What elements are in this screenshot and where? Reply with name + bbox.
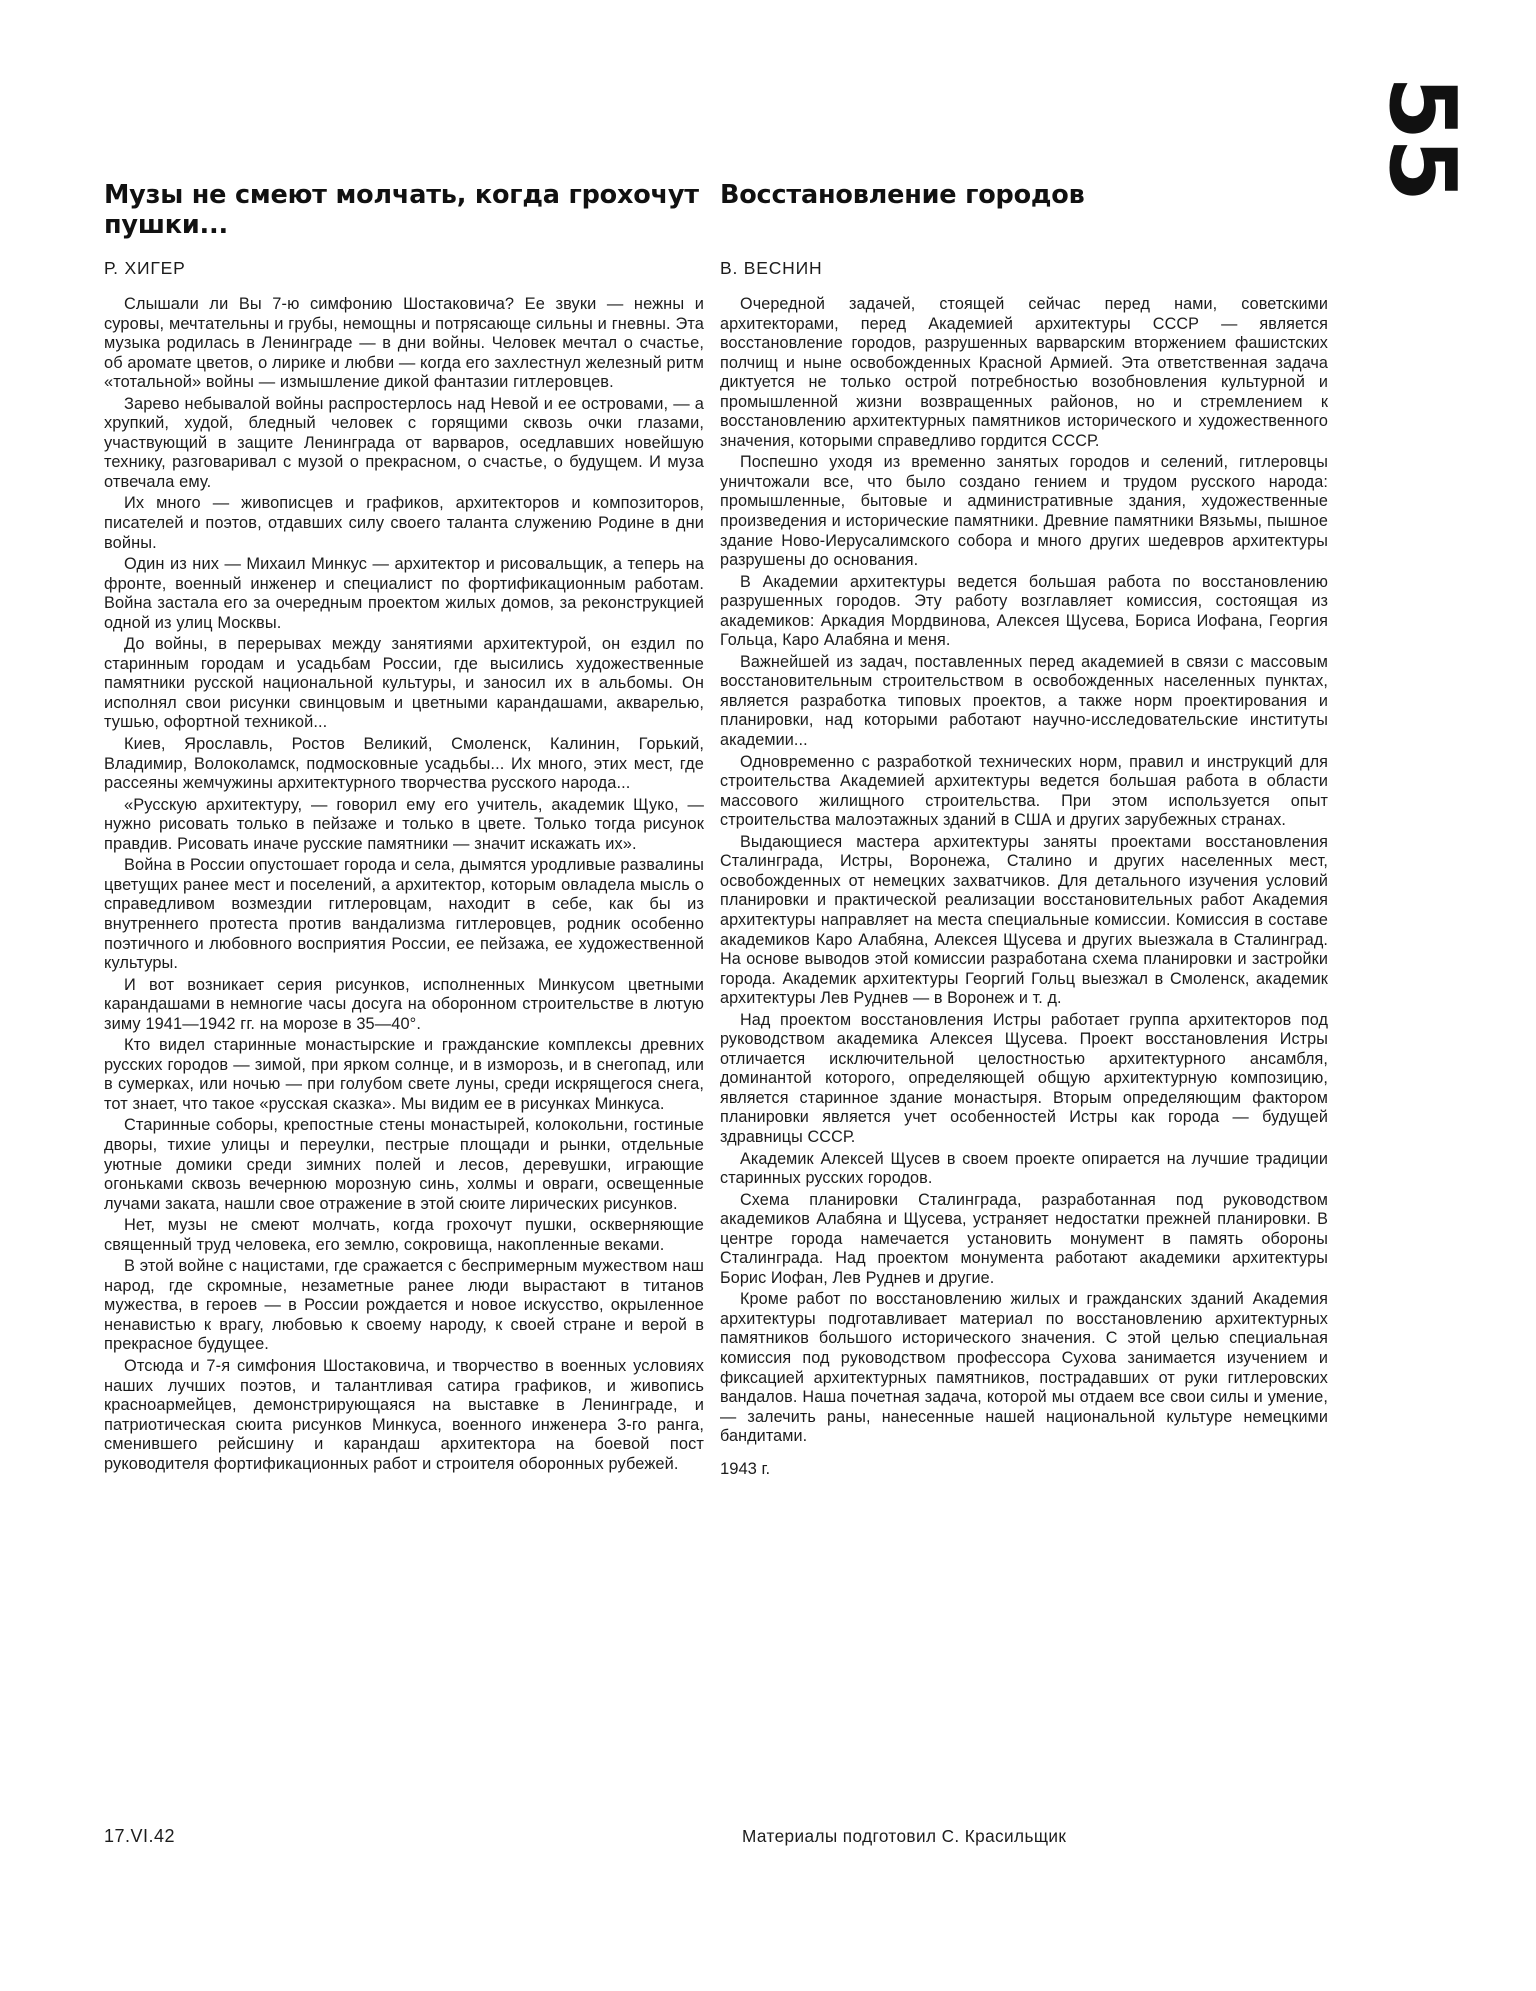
article-author: В. ВЕСНИН — [720, 258, 823, 278]
paragraph: Схема планировки Сталинграда, разработанная под руководством академиков Алабяна и Щусева, устраняет недостатки прежней планировки. В центре города намечается установить монумент в память обороны Сталинграда. Над проектом монумента работают академики архитектуры Борис Иофан, Лев Руднев и другие. — [720, 1190, 1328, 1287]
article-body — [720, 295, 1328, 1447]
paragraph: Отсюда и 7-я симфония Шостаковича, и творчество в военных условиях наших лучших поэтов, и талантливая сатира графиков, и живопись красноармейцев, демонстрирующаяся на выставке в Ленинграде, и патриотическая сюита рисунков Минкуса, военного инженера 3-го ранга, сменившего рейсшину и карандаш архитектора на боевой пост руководителя фортификационных работ и строителя оборонных рубежей. — [104, 1356, 704, 1473]
paragraph: Слышали ли Вы 7-ю симфонию Шостаковича? Ее звуки — нежны и суровы, мечтательны и грубы, немощны и потрясающе сильны и гневны. Эта музыка родилась в Ленинграде — в дни войны. Человек мечтал о счастье, об аромате цветов, о лирике и любви — когда его захлестнул железный ритм «тотальной» войны — измышление дикой фантазии гитлеровцев. — [104, 295, 704, 392]
paragraph: Важнейшей из задач, поставленных перед академией в связи с массовым восстановительным строительством в освобожденных населенных пунктах, является разработка типовых проектов, а также норм проектирования и планировки, над которыми работают научно-исследовательские институты академии... — [720, 652, 1328, 750]
article-body — [104, 295, 704, 1474]
paragraph: В этой войне с нацистами, где сражается с беспримерным мужеством наш народ, где скромные, незаметные ранее люди вырастают в титанов мужества, в героев — в России рождается и новое искусство, окрыленное ненавистью к врагу, любовью к своему народу, к своей стране и верой в прекрасное будущее. — [104, 1257, 704, 1354]
page-number-text: 55 — [1369, 75, 1476, 201]
paragraph: В Академии архитектуры ведется большая работа по восстановлению разрушенных городов. Эту работу возглавляет комиссия, состоящая из академиков: Аркадия Мордвинова, Алексея Щусева, Бориса Иофана, Георгия Гольца, Каро Алабяна и меня. — [720, 572, 1328, 650]
article-date: 1943 г. — [720, 1458, 771, 1478]
paragraph: Старинные соборы, крепостные стены монастырей, колокольни, гостиные дворы, тихие улицы и переулки, пестрые площади и рынки, отдельные уютные домики среди зимних полей и лесов, деревушки, играющие огоньками сквозь вечернюю морозную синь, холмы и овраги, освещенные лучами заката, нашли свое отражение в этой сюите лирических рисунков. — [104, 1116, 704, 1213]
article-left — [104, 180, 704, 1476]
article-title: Музы не смеют молчать, когда грохочут пушки... — [104, 180, 699, 240]
paragraph: Один из них — Михаил Минкус — архитектор и рисовальщик, а теперь на фронте, военный инженер и специалист по фортификационным работам. Война застала его за очередным проектом жилых домов, за реконструкцией одной из улиц Москвы. — [104, 555, 704, 632]
paragraph: Кроме работ по восстановлению жилых и гражданских зданий Академия архитектуры подготавливает материал по восстановлению архитектурных памятников большого исторического значения. С этой целью специальная комиссия под руководством профессора Сухова занимается изучением и фиксацией архитектурных памятников, пострадавших от руки гитлеровских вандалов. Наша почетная задача, которой мы отдаем все свои силы и умение, — залечить раны, нанесенные нашей национальной культуре немецкими бандитами. — [720, 1290, 1328, 1446]
paragraph: Нет, музы не смеют молчать, когда грохочут пушки, оскверняющие священный труд человека, его землю, сокровища, накопленные веками. — [104, 1216, 704, 1254]
paragraph: Война в России опустошает города и села, дымятся уродливые развалины цветущих ранее мест и поселений, а архитектор, которым овладела мысль о справедливом возмездии гитлеровцам, находит в себе, как бы из внутреннего протеста против вандализма гитлеровцев, родник особенно поэтичного и любовного восприятия России, ее пейзажа, ее художественной культуры. — [104, 856, 704, 973]
paragraph: Над проектом восстановления Истры работает группа архитекторов под руководством академика Алексея Щусева. Проект восстановления Истры отличается исключительной целостностью архитектурного ансамбля, доминантой которого, определяющей общую архитектурную композицию, является старинное здание монастыря. Вторым определяющим фактором планировки является учет особенностей Истры как города — будущей здравницы СССР. — [720, 1010, 1328, 1146]
paragraph: Очередной задачей, стоящей сейчас перед нами, советскими архитекторами, перед Академией архитектуры СССР — является восстановление городов, разрушенных варварским вторжением фашистских полчищ и ныне освобожденных Красной Армией. Эта ответственная задача диктуется не только острой потребностью возобновления культурной и промышленной жизни возвращенных районов, но и стремлением к восстановлению архитектурных памятников исторического и художественного значения, которыми справедливо гордится СССР. — [720, 295, 1328, 450]
article-date: 17.VI.42 — [104, 1826, 176, 1846]
paragraph: «Русскую архитектуру, — говорил ему его учитель, академик Щуко, — нужно рисовать только в пейзаже и только в цвете. Только тогда рисунок правдив. Рисовать иначе русские памятники — значит искажать их». — [104, 795, 704, 853]
article-right — [720, 180, 1328, 1479]
article-title: Восстановление городов — [720, 180, 1085, 210]
paragraph: Выдающиеся мастера архитектуры заняты проектами восстановления Сталинграда, Истры, Воронежа, Сталино и других населенных мест, освобожденных от немецких захватчиков. Для детального изучения условий планировки и практической реализации восстановительных работ Академия архитектуры направляет на места специальные комиссии. Комиссия в составе академиков Каро Алабяна, Алексея Щусева и других выезжала в Сталинград. На основе выводов этой комиссии разработана схема планировки и застройки города. Академик архитектуры Георгий Гольц выезжал в Смоленск, академик архитектуры Лев Руднев — в Воронеж и т. д. — [720, 832, 1328, 1008]
article-author: Р. ХИГЕР — [104, 258, 186, 278]
paragraph: И вот возникает серия рисунков, исполненных Минкусом цветными карандашами в немногие часы досуга на оборонном строительстве в лютую зиму 1941—1942 гг. на морозе в 35—40°. — [104, 975, 704, 1033]
paragraph: Поспешно уходя из временно занятых городов и селений, гитлеровцы уничтожали все, что было создано гением и трудом русского народа: промышленные, бытовые и административные здания, художественные произведения и исторические памятники. Древние памятники Вязьмы, пышное здание Ново-Иерусалимского собора и много других шедевров архитектуры разрушены до основания. — [720, 453, 1328, 570]
paragraph: Академик Алексей Щусев в своем проекте опирается на лучшие традиции старинных русских городов. — [720, 1149, 1328, 1188]
paragraph: Киев, Ярославль, Ростов Великий, Смоленск, Калинин, Горький, Владимир, Волоколамск, подмосковные усадьбы... Их много, этих мест, где рассеяны жемчужины архитектурного творчества русского народа... — [104, 735, 704, 793]
paragraph: Кто видел старинные монастырские и гражданские комплексы древних русских городов — зимой, при ярком солнце, и в изморозь, и в снегопад, или в сумерках, или ночью — при голубом свете луны, среди искрящегося снега, тот знает, что такое «русская сказка». Мы видим ее в рисунках Минкуса. — [104, 1036, 704, 1113]
paragraph: Зарево небывалой войны распростерлось над Невой и ее островами, — а хрупкий, худой, бледный человек с горящими сквозь очки глазами, участвующий в защите Ленинграда от варваров, оседлавших новейшую технику, разговаривал с музой о прекрасном, о счастье, о будущем. И муза отвечала ему. — [104, 394, 704, 491]
paragraph: Одновременно с разработкой технических норм, правил и инструкций для строительства Академией архитектуры ведется большая работа в области массового жилищного строительства. При этом используется опыт строительства малоэтажных зданий в США и других зарубежных странах. — [720, 752, 1328, 830]
page-number — [1362, 75, 1482, 201]
credits-line: Материалы подготовил С. Красильщик — [742, 1826, 1067, 1846]
paragraph: Их много — живописцев и графиков, архитекторов и композиторов, писателей и поэтов, отдавших силу своего таланта служению Родине в дни войны. — [104, 494, 704, 552]
paragraph: До войны, в перерывах между занятиями архитектурой, он ездил по старинным городам и усадьбам России, где высились художественные памятники русской национальной культуры, и заносил их в альбомы. Он исполнял свои рисунки свинцовым и цветными карандашами, акварелью, тушью, офортной техникой... — [104, 635, 704, 732]
